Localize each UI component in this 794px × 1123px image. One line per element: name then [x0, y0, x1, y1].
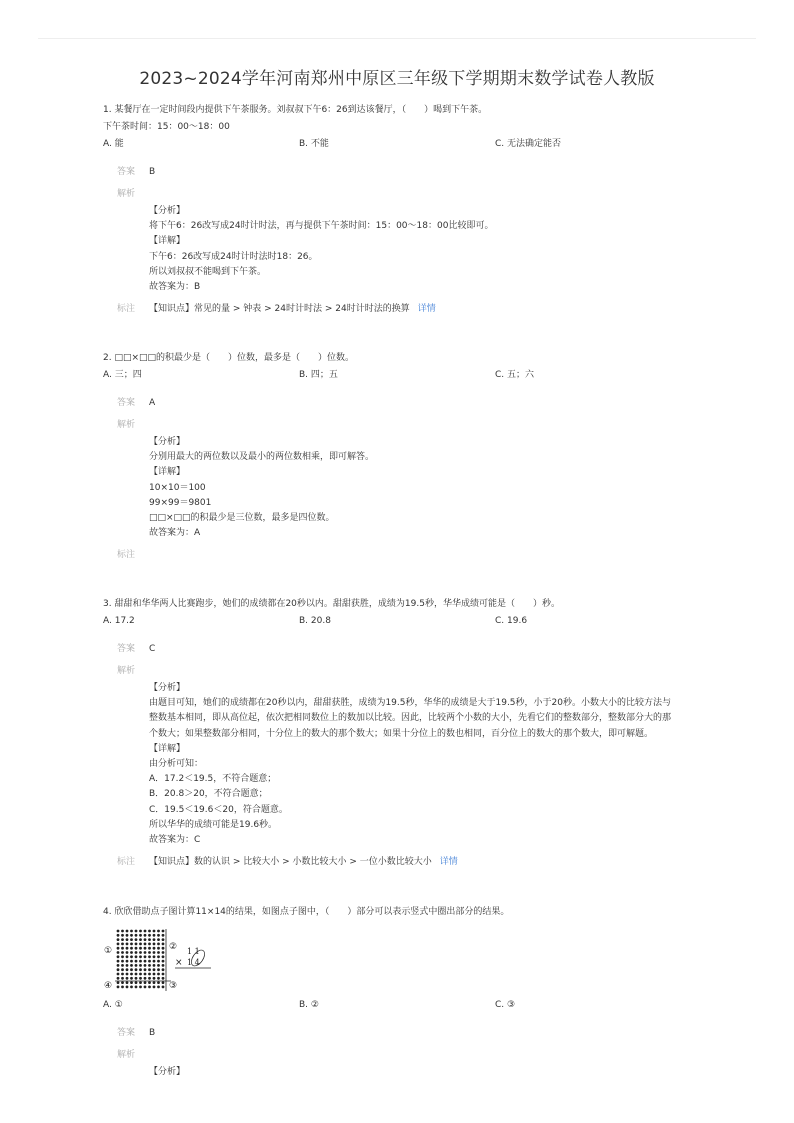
tag-label: 标注 — [117, 857, 136, 868]
dot — [144, 930, 147, 933]
dot — [148, 955, 151, 958]
top-divider — [38, 38, 756, 39]
dot — [139, 943, 142, 946]
dot — [153, 934, 156, 937]
answer-value: A — [149, 398, 156, 408]
dot — [148, 960, 151, 963]
dot — [162, 938, 165, 941]
dot — [130, 964, 133, 967]
answer-value: C — [149, 644, 156, 654]
tag-label: 标注 — [117, 304, 136, 315]
tag-row — [103, 302, 703, 316]
dot — [121, 986, 124, 989]
dot — [126, 951, 129, 954]
analysis-line: 10×10＝100 — [149, 482, 206, 493]
answer-label: 答案 — [117, 1028, 136, 1038]
analysis-line: 下午6：26改写成24时计时法时18：26。 — [149, 251, 318, 262]
dot — [130, 981, 133, 984]
multiplier: 1 4 — [187, 958, 200, 967]
dot — [126, 981, 129, 984]
analysis-label: 解析 — [117, 189, 136, 199]
dot — [157, 986, 160, 989]
dot — [139, 938, 142, 941]
analysis-line: A．17.2＜19.5，不符合题意； — [149, 774, 277, 785]
dot — [157, 930, 160, 933]
dot — [135, 930, 138, 933]
answer-block — [103, 642, 703, 869]
dot — [126, 964, 129, 967]
dot — [162, 977, 165, 980]
dot — [144, 955, 147, 958]
question-stem: 1. 某餐厅在一定时间段内提供下午茶服务。刘叔叔下午6：26到达该餐厅，（ ）喝到下午茶。 — [103, 105, 488, 115]
dot — [153, 986, 156, 989]
dot — [153, 930, 156, 933]
dot — [139, 930, 142, 933]
question-stem: 4. 欣欣借助点子图计算11×14的结果，如图点子图中，（ ）部分可以表示竖式中圈出部分的结果。 — [103, 907, 510, 917]
dot — [144, 981, 147, 984]
option-b[interactable]: B. ② — [299, 1000, 319, 1010]
dot — [121, 934, 124, 937]
options — [103, 997, 703, 1014]
dot — [117, 943, 120, 946]
dot — [153, 977, 156, 980]
dot — [139, 981, 142, 984]
analysis-paragraph: 由题目可知，她们的成绩都在20秒以内，甜甜获胜，成绩为19.5秒，华华的成绩是大于19.5秒，小于20秒。小数大小的比较方法与整数基本相同，即从高位起，依次把相同数位上的数加以比较。因此，比较两个小数的大小，先看它们的整数部分，整数部分大的那个数大；如果整数部分相同，十分位上的数大的那个数大；如果十分位上的数也相同，百分位上的数大的那个数大，即可解题。 — [149, 698, 672, 739]
question-stem-extra: 下午茶时间：15：00～18：00 — [103, 122, 230, 132]
tag-label: 标注 — [117, 550, 136, 561]
dot — [139, 951, 142, 954]
option-b[interactable]: B. 20.8 — [299, 616, 331, 626]
dot — [126, 986, 129, 989]
dot — [126, 955, 129, 958]
option-c[interactable]: C. ③ — [495, 1000, 516, 1010]
dot — [144, 943, 147, 946]
dot — [117, 968, 120, 971]
dot — [139, 964, 142, 967]
dot — [135, 947, 138, 950]
dot — [144, 951, 147, 954]
analysis-line: B．20.8＞20，不符合题意； — [149, 789, 268, 800]
dot — [117, 973, 120, 976]
dot — [117, 934, 120, 937]
dot — [126, 943, 129, 946]
dot — [162, 943, 165, 946]
dot — [139, 934, 142, 937]
dot — [148, 951, 151, 954]
dot — [117, 977, 120, 980]
dot — [121, 968, 124, 971]
region-2-label: ② — [169, 942, 178, 952]
region-1-label: ① — [104, 946, 113, 956]
dot — [126, 973, 129, 976]
question-stem: 3. 甜甜和华华两人比赛跑步，她们的成绩都在20秒以内。甜甜获胜，成绩为19.5秒，华华成绩可能是（ ）秒。 — [103, 599, 560, 609]
dot — [126, 968, 129, 971]
dot — [121, 960, 124, 963]
question-stem: 2. □□×□□的积最少是（ ）位数，最多是（ ）位数。 — [103, 353, 355, 363]
answer-label: 答案 — [117, 167, 136, 177]
dot — [144, 977, 147, 980]
dot — [157, 934, 160, 937]
answer-block — [103, 165, 703, 316]
dot — [157, 964, 160, 967]
dot — [135, 951, 138, 954]
analysis-line: 【分析】 — [149, 437, 186, 447]
dot — [157, 960, 160, 963]
dot — [162, 964, 165, 967]
dot — [148, 943, 151, 946]
dot — [144, 968, 147, 971]
analysis-row — [103, 1048, 703, 1062]
dot — [157, 938, 160, 941]
analysis-text — [149, 435, 703, 541]
dot — [117, 938, 120, 941]
dot — [126, 934, 129, 937]
options — [103, 136, 703, 153]
analysis-line: 将下午6：26改写成24时计时法，再与提供下午茶时间：15：00～18：00比较即可。 — [149, 221, 494, 232]
question-4 — [103, 904, 703, 1080]
dot — [121, 955, 124, 958]
dot — [139, 955, 142, 958]
answer-block — [103, 396, 703, 562]
dot — [144, 960, 147, 963]
dot — [144, 964, 147, 967]
dot — [144, 947, 147, 950]
dot — [148, 968, 151, 971]
dot — [130, 930, 133, 933]
dot — [126, 977, 129, 980]
option-a[interactable]: A. 能 — [103, 139, 124, 149]
dot — [162, 973, 165, 976]
option-c[interactable]: C. 19.6 — [495, 616, 528, 626]
analysis-line: 【详解】 — [149, 236, 186, 247]
dot — [144, 934, 147, 937]
dot — [121, 943, 124, 946]
dot — [162, 981, 165, 984]
detail-link[interactable]: 详情 — [439, 857, 458, 868]
dot — [135, 981, 138, 984]
dot — [162, 986, 165, 989]
dot — [117, 955, 120, 958]
option-a[interactable]: A. 三；四 — [103, 370, 142, 380]
analysis-line: 故答案为：C — [149, 835, 201, 846]
dot — [162, 960, 165, 963]
dot — [162, 951, 165, 954]
dot — [126, 938, 129, 941]
dot — [117, 951, 120, 954]
dot — [153, 943, 156, 946]
dot — [139, 973, 142, 976]
analysis-line: 【分析】 — [149, 206, 186, 216]
analysis-line: □□×□□的积最少是三位数，最多是四位数。 — [149, 513, 335, 524]
dot — [157, 968, 160, 971]
dot — [148, 934, 151, 937]
dot — [117, 960, 120, 963]
detail-link[interactable]: 详情 — [417, 304, 436, 315]
multiplicand: 1 1 — [187, 947, 200, 956]
tag-row — [103, 855, 703, 869]
region-3-label: ③ — [169, 981, 178, 991]
dot — [139, 986, 142, 989]
times-sign: × — [175, 958, 183, 968]
dot — [135, 938, 138, 941]
dot — [126, 930, 129, 933]
dot — [121, 964, 124, 967]
option-c[interactable]: C. 五；六 — [495, 370, 535, 380]
dot — [117, 964, 120, 967]
dot — [121, 977, 124, 980]
dot — [157, 951, 160, 954]
dot — [153, 968, 156, 971]
dot — [157, 955, 160, 958]
dot — [130, 986, 133, 989]
dot — [130, 934, 133, 937]
dot-array-diagram — [103, 925, 223, 993]
dot — [162, 955, 165, 958]
dot — [130, 938, 133, 941]
dot — [139, 960, 142, 963]
dot — [135, 960, 138, 963]
answer-value: B — [149, 167, 156, 177]
dot — [117, 930, 120, 933]
question-2 — [103, 350, 703, 562]
dot — [144, 986, 147, 989]
answer-row — [103, 396, 703, 410]
dot — [153, 973, 156, 976]
dot — [162, 968, 165, 971]
dot — [121, 981, 124, 984]
analysis-text — [149, 681, 703, 848]
analysis-row — [103, 418, 703, 432]
dot-grid — [117, 930, 165, 989]
analysis-line: 分别用最大的两位数以及最小的两位数相乘，即可解答。 — [149, 452, 375, 463]
analysis-label: 解析 — [117, 666, 136, 676]
dot — [153, 955, 156, 958]
analysis-text — [149, 1065, 703, 1080]
analysis-row — [103, 664, 703, 678]
dot — [139, 968, 142, 971]
dot — [130, 977, 133, 980]
dot — [144, 973, 147, 976]
page-title: 2023~2024学年河南郑州中原区三年级下学期期末数学试卷人教版 — [139, 69, 655, 89]
dot — [135, 977, 138, 980]
dot — [162, 947, 165, 950]
options — [103, 613, 703, 630]
analysis-line: 故答案为：A — [149, 528, 201, 539]
region-4-label: ④ — [104, 981, 113, 991]
dot — [126, 960, 129, 963]
dot — [130, 955, 133, 958]
answer-row — [103, 1026, 703, 1040]
dot — [121, 930, 124, 933]
dot — [148, 947, 151, 950]
analysis-line: 所以刘叔叔不能喝到下午茶。 — [149, 266, 267, 277]
dot — [130, 947, 133, 950]
dot — [157, 977, 160, 980]
dot — [139, 947, 142, 950]
analysis-line: 【详解】 — [149, 467, 186, 478]
dot — [139, 977, 142, 980]
dot — [162, 934, 165, 937]
analysis-text — [149, 204, 703, 295]
dot — [117, 986, 120, 989]
dot — [121, 951, 124, 954]
answer-label: 答案 — [117, 398, 136, 408]
dot — [135, 943, 138, 946]
option-b[interactable]: B. 四；五 — [299, 370, 338, 380]
dot — [153, 947, 156, 950]
option-b[interactable]: B. 不能 — [299, 139, 329, 149]
dot — [130, 960, 133, 963]
dot — [121, 947, 124, 950]
analysis-line: 由分析可知： — [149, 759, 204, 770]
analysis-line: C．19.5＜19.6＜20，符合题意。 — [149, 804, 288, 815]
dot — [117, 981, 120, 984]
dot — [121, 938, 124, 941]
dot — [153, 964, 156, 967]
answer-value: B — [149, 1028, 156, 1038]
dot — [148, 986, 151, 989]
dot — [117, 947, 120, 950]
analysis-line: 【详解】 — [149, 743, 186, 754]
analysis-label: 解析 — [117, 420, 136, 430]
dot — [135, 973, 138, 976]
dot — [148, 938, 151, 941]
analysis-label: 解析 — [117, 1050, 136, 1060]
dot — [135, 964, 138, 967]
dot — [162, 930, 165, 933]
dot — [130, 951, 133, 954]
tag-row — [103, 548, 703, 562]
answer-row — [103, 165, 703, 179]
dot — [148, 981, 151, 984]
option-a[interactable]: A. ① — [103, 1000, 123, 1010]
dot — [157, 947, 160, 950]
answer-label: 答案 — [117, 644, 136, 654]
dot — [153, 938, 156, 941]
dot — [121, 973, 124, 976]
dot — [135, 955, 138, 958]
dot — [153, 960, 156, 963]
option-a[interactable]: A. 17.2 — [103, 616, 135, 626]
dot — [130, 943, 133, 946]
analysis-line: 【分析】 — [149, 1067, 186, 1077]
answer-row — [103, 642, 703, 656]
dot — [148, 973, 151, 976]
knowledge-point: 【知识点】数的认识 > 比较大小 > 小数比较大小 > 一位小数比较大小 — [149, 857, 432, 868]
dot — [153, 951, 156, 954]
dot-diagram-figure — [103, 925, 703, 993]
dot — [148, 964, 151, 967]
dot — [153, 981, 156, 984]
option-c[interactable]: C. 无法确定能否 — [495, 139, 562, 149]
dot — [130, 968, 133, 971]
dot — [135, 986, 138, 989]
dot — [157, 981, 160, 984]
dot — [144, 938, 147, 941]
options — [103, 367, 703, 384]
dot — [126, 947, 129, 950]
dot — [135, 968, 138, 971]
analysis-line: 故答案为：B — [149, 282, 201, 293]
analysis-line: 99×99＝9801 — [149, 497, 212, 508]
analysis-line: 【分析】 — [149, 683, 186, 693]
dot — [148, 930, 151, 933]
analysis-line: 所以华华的成绩可能是19.6秒。 — [149, 819, 278, 830]
dot — [157, 943, 160, 946]
answer-block — [103, 1026, 703, 1080]
knowledge-point: 【知识点】常见的量 > 钟表 > 24时计时法 > 24时计时法的换算 — [149, 304, 410, 315]
dot — [135, 934, 138, 937]
dot — [157, 973, 160, 976]
question-3 — [103, 596, 703, 869]
dot — [148, 977, 151, 980]
dot — [130, 973, 133, 976]
question-1 — [103, 102, 703, 316]
analysis-row — [103, 187, 703, 201]
